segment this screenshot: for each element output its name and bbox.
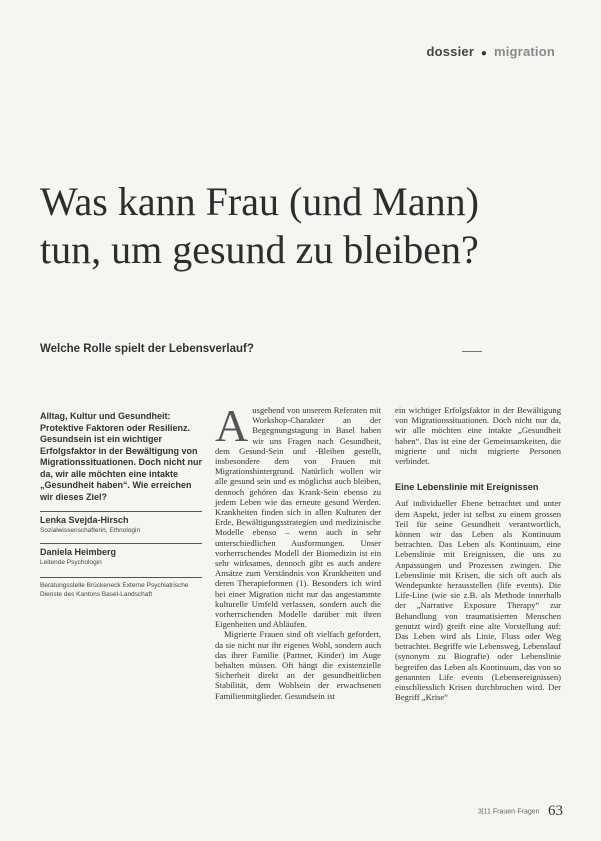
intro-text: Alltag, Kultur und Gesundheit: Protektive Faktoren oder Resilienz. Gesundsein ist ein wichtiger Erfolgsfaktor in der Bewältigung von Migrationssituationen. Doch nicht nur da, wir alle möchten eine intakte „Gesundheit haben“. Wie erreichen wir dieses Ziel? <box>40 411 202 502</box>
page-number: 63 <box>548 803 563 820</box>
section-label: dossier <box>426 44 475 59</box>
separator-dot: ● <box>480 48 488 59</box>
paragraph <box>215 400 381 630</box>
author-name: Daniela Heimberg <box>40 547 117 557</box>
author-block <box>40 543 202 567</box>
author-block <box>40 511 202 535</box>
article-title: Was kann Frau (und Mann) tun, um gesund zu bleiben? <box>40 179 479 272</box>
topic-label: migration <box>493 44 555 59</box>
paragraph: Migrierte Frauen sind oft vielfach gefordert, da sie nicht nur ihr eigenes Wohl, sondern auch das ihrer Familie (Partner, Kinder) im Auge behalten müssen. Oft hängt die existenzielle Sicherheit direkt an der gesundheitlichen Stabilität, dem Wohlsein der erwachsenen Familienmitglieder. Gesundsein ist <box>215 629 381 701</box>
page-footer <box>478 803 563 821</box>
paragraph: Auf individueller Ebene betrachtet und unter dem Aspekt, jeder ist selbst zu einem grossen Teil für seine Gesundheit verantwortlich, können wir das Leben als Kontinuum betrachten. Das Leben als Kontinuum, eine Lebenslinie mit Ereignissen, die uns zu Anpassungen und Prozessen zwingen. Die Lebenslinie mit Krisen, die sich oft auch als Wendepunkte herausstellen (life events). Die Life-Line (wie sie z.B. als Methode innerhalb der „Narrative Exposure Therapy“ zur Behandlung von traumatisierten Menschen genutzt wird) greift eine alte Vorstellung auf: Das Leben wird als Linie, Fluss oder Weg betrachtet. Begriffe wie Lebensweg, Lebenslauf (synonym zu Biografie) oder Lebenslinie begreifen das Leben als Kontinuum, das von so genannten Life events (Lebensereignissen) einschliesslich Krisen durchbrochen wird. Der Begriff „Krise“ <box>395 498 561 703</box>
paragraph: ein wichtiger Erfolgsfaktor in der Bewältigung von Migrationssituationen. Doch nicht nur da, wir alle möchten eine intakte „Gesundheit haben“. Das ist eine der Gemeinsamkeiten, die migrierte und nicht migrierte Personen verbindet. <box>395 405 561 467</box>
drop-cap: A <box>215 400 249 451</box>
body-column-middle <box>215 400 381 701</box>
author-role: Leitende Psychologin <box>40 559 102 566</box>
article-subtitle: Welche Rolle spielt der Lebensverlauf? <box>40 343 254 355</box>
affiliation: Beratungsstelle Brückeneck Externe Psychiatrische Dienste des Kantons Basel-Landschaft <box>40 577 202 599</box>
section-header <box>426 44 555 59</box>
footer-source: 3|11 Frauen·Fragen <box>477 808 540 816</box>
section-heading: Eine Lebenslinie mit Ereignissen <box>395 482 539 493</box>
author-role: Sozialwissenschafterin, Ethnologin <box>40 527 141 534</box>
author-name: Lenka Svejda-Hirsch <box>40 515 129 525</box>
sidebar <box>40 411 202 599</box>
paragraph-text: usgehend von unserem Referaten mit Workshop-Charakter an der Begegnungstagung in Basel haben wir uns Fragen nach Gesundheit, dem Gesund-Sein und -Bleiben gestellt, insbesondere dem von Frauen mit Migrationshintergrund. Natürlich wollen wir alle gesund sein und es möglichst auch bleiben, dennoch gehören das Krank-Sein ebenso zu jedem Leben wie das erneute gesund Werden. Krankheiten finden sich in allen Kulturen der Erde, Bewältigungsstrategien und medizinische Modelle ebenso – wenn auch in sehr unterschiedlichen Ausformungen. Unser vorherrschendes Modell der Biomedizin ist ein sehr wirksames, dennoch gibt es auch andere Ansätze zum Verständnis von Krankheiten und deren Therapieformen (1). Besonders ich wird bei einer Migration nicht nur das angestammte kulturelle Umfeld verlassen, sondern auch die vorherrschenden Modelle darüber mit ihren Eigenheiten und Abläufen. <box>215 405 381 630</box>
divider <box>462 351 482 352</box>
body-column-right <box>395 405 561 702</box>
